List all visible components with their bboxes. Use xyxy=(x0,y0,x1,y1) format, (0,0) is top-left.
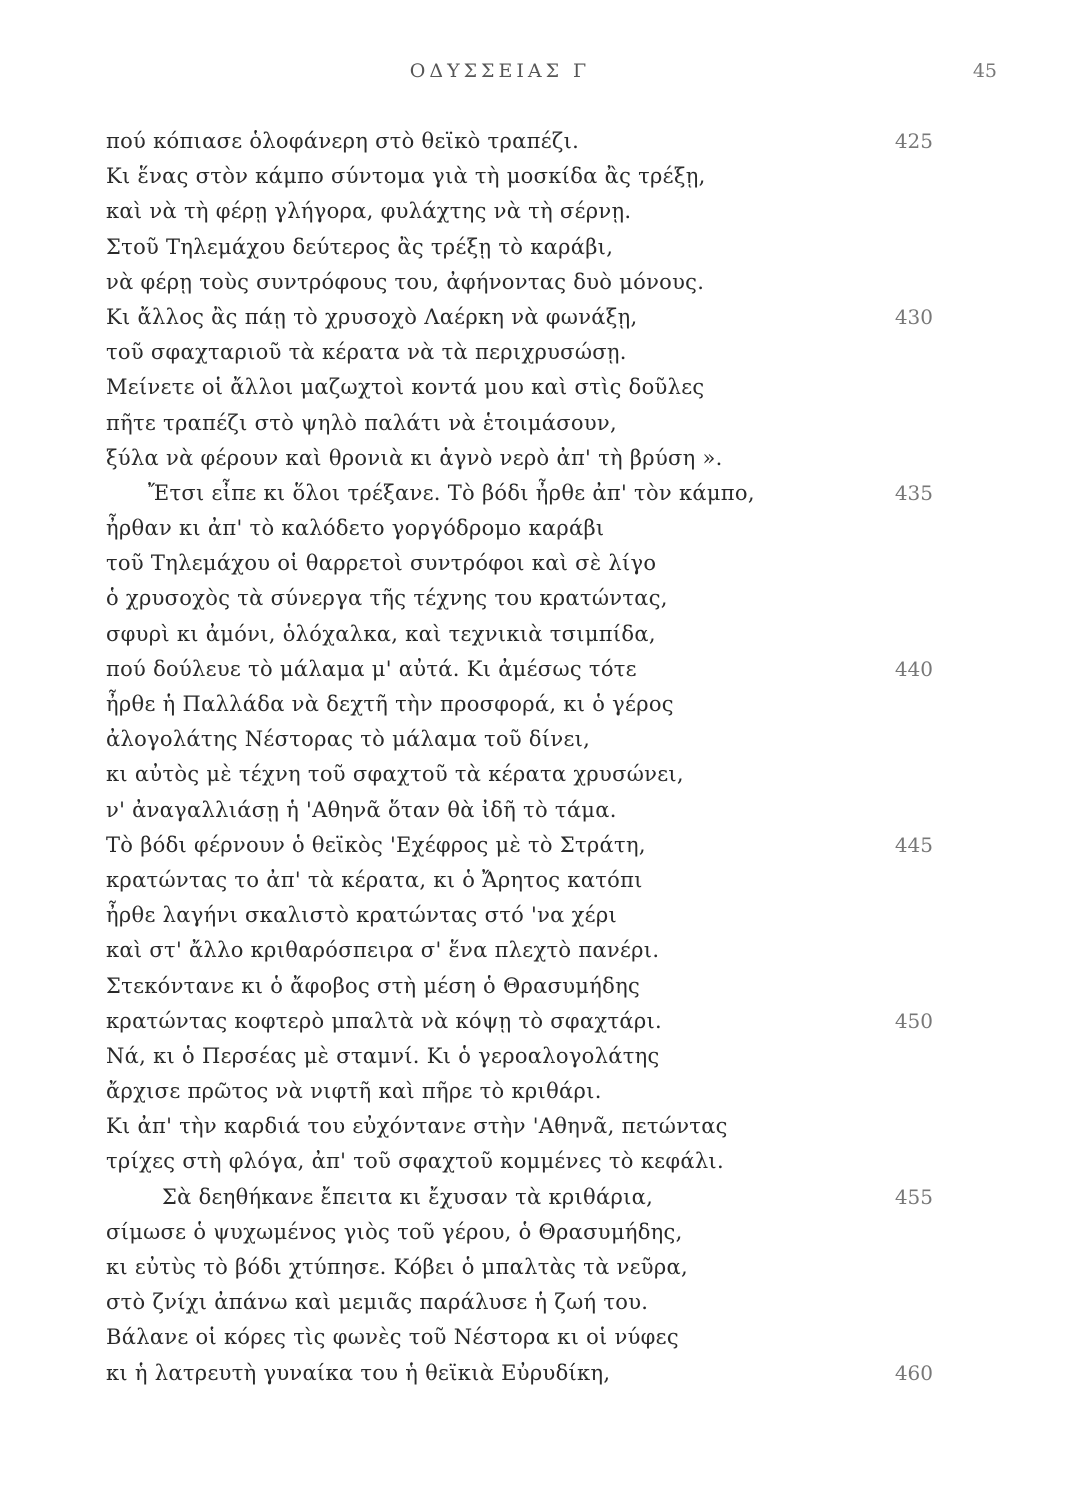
verse-text: Κι ἄλλος ἂς πάῃ τὸ χρυσοχὸ Λαέρκη νὰ φωνάξῃ, xyxy=(106,304,638,329)
verse-text: καὶ στ' ἄλλο κριθαρόσπειρα σ' ἕνα πλεχτὸ πανέρι. xyxy=(106,938,660,963)
verse-text: Νά, κι ὁ Περσέας μὲ σταμνί. Κι ὁ γεροαλογολάτης xyxy=(106,1043,660,1068)
verse-line xyxy=(0,1144,1075,1179)
verse-line xyxy=(0,617,1075,652)
verse-text: κι αὐτὸς μὲ τέχνη τοῦ σφαχτοῦ τὰ κέρατα χρυσώνει, xyxy=(106,762,684,787)
verse-text: τοῦ Τηλεμάχου οἱ θαρρετοὶ συντρόφοι καὶ σὲ λίγο xyxy=(106,551,657,576)
verse-line xyxy=(0,969,1075,1004)
verse-line xyxy=(0,546,1075,581)
verse-text: πού δούλευε τὸ μάλαμα μ' αὐτά. Κι ἀμέσως τότε xyxy=(106,656,637,681)
verse-text: τρίχες στὴ φλόγα, ἀπ' τοῦ σφαχτοῦ κομμένες τὸ κεφάλι. xyxy=(106,1149,724,1174)
line-number: 460 xyxy=(894,1360,933,1385)
verse-line xyxy=(0,230,1075,265)
verse-line xyxy=(0,581,1075,616)
verse-text: κι ἡ λατρευτὴ γυναίκα του ἡ θεϊκιὰ Εὐρυδίκη, xyxy=(106,1360,611,1385)
verse-text: ἦρθε λαγήνι σκαλιστὸ κρατώντας στό 'να χέρι xyxy=(106,903,618,928)
verse-line xyxy=(0,722,1075,757)
line-number: 425 xyxy=(894,129,933,153)
verse-text: στὸ ζνίχι ἀπάνω καὶ μεμιᾶς παράλυσε ἡ ζωή του. xyxy=(106,1290,649,1315)
verse-text: ξύλα νὰ φέρουν καὶ θρονιὰ κι ἁγνὸ νερὸ ἀπ' τὴ βρύση ». xyxy=(106,445,723,470)
verse-text: ὁ χρυσοχὸς τὰ σύνεργα τῆς τέχνης του κρατώντας, xyxy=(106,586,668,611)
verse-line xyxy=(0,1356,1075,1391)
verse-text: Μείνετε οἱ ἄλλοι μαζωχτοὶ κοντά μου καὶ στὶς δοῦλες xyxy=(106,375,705,400)
verse-text: τοῦ σφαχταριοῦ τὰ κέρατα νὰ τὰ περιχρυσώσῃ. xyxy=(106,340,627,365)
verse-text: σφυρὶ κι ἀμόνι, ὁλόχαλκα, καὶ τεχνικιὰ τσιμπίδα, xyxy=(106,621,656,646)
poem-text xyxy=(0,124,1075,1391)
verse-line xyxy=(0,441,1075,476)
verse-line xyxy=(0,265,1075,300)
verse-line xyxy=(0,370,1075,405)
verse-text: ἦρθε ἡ Παλλάδα νὰ δεχτῆ τὴν προσφορά, κι ὁ γέρος xyxy=(106,692,674,716)
verse-line xyxy=(0,652,1075,687)
verse-line xyxy=(0,793,1075,828)
verse-line xyxy=(0,124,1075,159)
verse-line xyxy=(0,1250,1075,1285)
line-number: 450 xyxy=(894,1008,933,1033)
verse-line xyxy=(0,757,1075,792)
verse-text: κρατώντας κοφτερὸ μπαλτὰ νὰ κόψῃ τὸ σφαχτάρι. xyxy=(106,1008,662,1033)
page-number: 45 xyxy=(972,60,997,82)
verse-text: κρατώντας το ἀπ' τὰ κέρατα, κι ὁ Ἄρητος κατόπι xyxy=(106,867,643,892)
verse-line xyxy=(0,335,1075,370)
verse-text: Σὰ δεηθήκανε ἔπειτα κι ἔχυσαν τὰ κριθάρια, xyxy=(162,1184,654,1209)
verse-line xyxy=(0,687,1075,722)
verse-line xyxy=(0,898,1075,933)
verse-line xyxy=(0,1285,1075,1320)
verse-line xyxy=(0,863,1075,898)
verse-line xyxy=(0,1074,1075,1109)
line-number: 455 xyxy=(894,1184,933,1209)
verse-line xyxy=(0,476,1075,511)
verse-text: Κι ἀπ' τὴν καρδιά του εὐχόντανε στὴν 'Αθηνᾶ, πετώντας xyxy=(106,1114,728,1139)
verse-text: Ἔτσι εἶπε κι ὅλοι τρέξανε. Τὸ βόδι ἦρθε ἀπ' τὸν κάμπο, xyxy=(148,480,755,505)
verse-line xyxy=(0,1320,1075,1355)
running-title: ΟΔΥΣΣΕΙΑΣ Γ xyxy=(409,60,591,82)
line-number: 445 xyxy=(894,832,933,857)
verse-line xyxy=(0,511,1075,546)
verse-text: κι εὐτὺς τὸ βόδι χτύπησε. Κόβει ὁ μπαλτὰς τὰ νεῦρα, xyxy=(106,1255,688,1279)
verse-line xyxy=(0,828,1075,863)
verse-text: καὶ νὰ τὴ φέρῃ γλήγορα, φυλάχτης νὰ τὴ σέρνῃ. xyxy=(106,199,632,224)
verse-text: Στεκόντανε κι ὁ ἄφοβος στὴ μέση ὁ Θρασυμήδης xyxy=(106,973,641,998)
line-number: 435 xyxy=(894,480,933,505)
verse-text: ἦρθαν κι ἀπ' τὸ καλόδετο γοργόδρομο καράβι xyxy=(106,516,605,541)
verse-line xyxy=(0,933,1075,968)
verse-line xyxy=(0,1215,1075,1250)
verse-text: ἀλογολάτης Νέστορας τὸ μάλαμα τοῦ δίνει, xyxy=(106,727,591,752)
verse-text: Βάλανε οἱ κόρες τὶς φωνὲς τοῦ Νέστορα κι οἱ νύφες xyxy=(106,1325,679,1350)
line-number: 430 xyxy=(894,304,933,329)
verse-line xyxy=(0,300,1075,335)
verse-text: Τὸ βόδι φέρνουν ὁ θεϊκὸς 'Εχέφρος μὲ τὸ Στράτη, xyxy=(106,832,646,857)
verse-text: ἄρχισε πρῶτος νὰ νιφτῆ καὶ πῆρε τὸ κριθάρι. xyxy=(106,1079,602,1104)
line-number: 440 xyxy=(894,656,933,681)
verse-text: ν' ἀναγαλλιάσῃ ἡ 'Αθηνᾶ ὅταν θὰ ἰδῆ τὸ τάμα. xyxy=(106,797,617,822)
verse-text: σίμωσε ὁ ψυχωμένος γιὸς τοῦ γέρου, ὁ Θρασυμήδης, xyxy=(106,1219,683,1244)
verse-text: Στοῦ Τηλεμάχου δεύτερος ἂς τρέξῃ τὸ καράβι, xyxy=(106,234,614,259)
verse-text: Κι ἕνας στὸν κάμπο σύντομα γιὰ τὴ μοσκίδα ἂς τρέξῃ, xyxy=(106,164,706,189)
verse-text: πῆτε τραπέζι στὸ ψηλὸ παλάτι νὰ ἑτοιμάσουν, xyxy=(106,410,617,435)
verse-text: πού κόπιασε ὁλοφάνερη στὸ θεϊκὸ τραπέζι. xyxy=(106,129,580,153)
verse-line xyxy=(0,159,1075,194)
verse-line xyxy=(0,406,1075,441)
verse-line xyxy=(0,194,1075,229)
verse-line xyxy=(0,1109,1075,1144)
verse-text: νὰ φέρῃ τοὺς συντρόφους του, ἀφήνοντας δυὸ μόνους. xyxy=(106,269,705,294)
verse-line xyxy=(0,1004,1075,1039)
verse-line xyxy=(0,1180,1075,1215)
verse-line xyxy=(0,1039,1075,1074)
